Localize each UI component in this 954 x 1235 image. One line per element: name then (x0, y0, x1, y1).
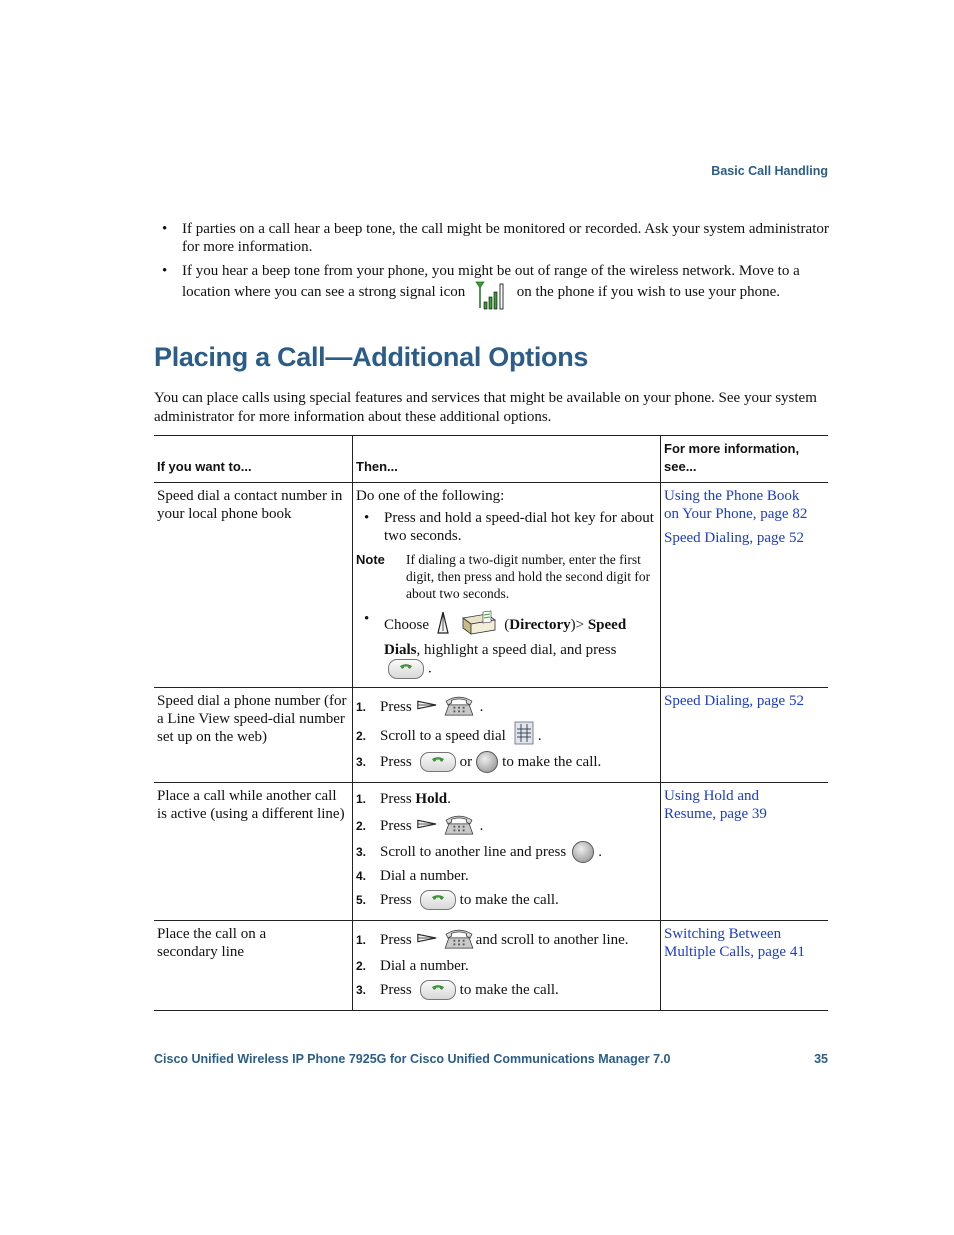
navigation-up-icon (437, 611, 449, 640)
steps-list (356, 692, 657, 774)
select-button-icon (572, 841, 594, 863)
step-item: 1. Press and scroll to another line. (356, 925, 657, 954)
page-number: 35 (814, 1052, 828, 1066)
page-footer (154, 1052, 828, 1066)
navigation-right-icon (416, 698, 438, 716)
table-row (154, 688, 828, 783)
note-label: Note (356, 552, 385, 567)
link-phone-book[interactable]: Using the Phone Book on Your Phone, page 82 (664, 488, 808, 522)
green-call-button-icon (388, 659, 424, 679)
cell-more-info (661, 783, 829, 921)
bullet-beep-range: • If you hear a beep tone from your phone, you might be out of range of the wireless network. Move to a location where you can see a strong signal icon on the phone if you wish to use your phone. (162, 262, 830, 315)
intro-bullets (162, 220, 830, 321)
cell-then (353, 688, 661, 783)
section-title: Placing a Call—Additional Options (154, 342, 589, 372)
link-hold-resume[interactable]: Using Hold and Resume, page 39 (664, 788, 767, 822)
steps-list (356, 787, 657, 912)
cell-more-info (661, 688, 829, 783)
cell-more-info (661, 921, 829, 1011)
option-list (356, 509, 657, 545)
cell-more-info (661, 483, 829, 688)
step-item: 3. Scroll to another line and press . (356, 840, 657, 864)
header-then: Then... (353, 436, 661, 483)
directory-book-icon (461, 610, 497, 641)
note-text: If dialing a two-digit number, enter the first digit, then press and hold the second digit for about two seconds. (406, 552, 651, 601)
header-more-info: For more information, see... (661, 436, 829, 483)
step-item: 2. Press . (356, 811, 657, 840)
select-button-icon (476, 751, 498, 773)
desk-phone-icon (442, 925, 476, 954)
options-table (154, 435, 828, 1011)
step-item: 3. Press to make the call. (356, 982, 559, 998)
step-item: 2. Scroll to a speed dial . (356, 721, 657, 750)
steps-list (356, 925, 657, 1002)
step-item: 4. Dial a number. (356, 868, 469, 884)
running-header: Basic Call Handling (711, 164, 828, 178)
cell-want: Speed dial a phone number (for a Line View speed-dial number set up on the web) (157, 693, 347, 745)
green-call-button-icon (420, 980, 456, 1000)
cell-then (353, 783, 661, 921)
step-item: 5. Press to make the call. (356, 892, 559, 908)
navigation-right-icon (416, 931, 438, 949)
table-header-row (154, 436, 828, 483)
table-row (154, 783, 828, 921)
cell-then: Do one of the following: • Press and hold a speed-dial hot key for about two seconds. Note If dialing a two-digit number, enter the first digit, then press and hold the second digit for about two seconds. • Choose (Directory)> Speed Dials, highlight a speed dial, and press . (353, 483, 661, 688)
desk-phone-icon (442, 692, 476, 721)
desk-phone-icon (442, 811, 476, 840)
option-list (356, 610, 657, 679)
green-call-button-icon (420, 752, 456, 772)
step-item: 1. Press Hold . (356, 791, 451, 807)
step-item: 3. Press or to make the call. (356, 750, 657, 774)
cell-want: Speed dial a contact number in your local phone book (157, 488, 343, 522)
navigation-right-icon (416, 817, 438, 835)
step-item: 1. Press . (356, 692, 657, 721)
table-row (154, 921, 828, 1011)
list-item: • Choose (Directory)> Speed Dials, highlight a speed dial, and press . (356, 610, 657, 679)
link-switching-calls[interactable]: Switching Between Multiple Calls, page 41 (664, 926, 805, 960)
link-speed-dialing[interactable]: Speed Dialing, page 52 (664, 530, 804, 546)
note-block (356, 551, 657, 602)
green-call-button-icon (420, 890, 456, 910)
bullet-beep-monitor: • If parties on a call hear a beep tone, the call might be monitored or recorded. Ask your system administrator for more information. (162, 220, 830, 256)
step-item: 2. Dial a number. (356, 958, 469, 974)
cell-want: Place the call on a secondary line (157, 926, 267, 960)
link-speed-dialing[interactable]: Speed Dialing, page 52 (664, 693, 804, 709)
table-row (154, 483, 828, 688)
cell-want: Place a call while another call is active (using a different line) (157, 788, 345, 822)
footer-doc-title: Cisco Unified Wireless IP Phone 7925G for Cisco Unified Communications Manager 7.0 (154, 1052, 671, 1066)
list-item: • Press and hold a speed-dial hot key for about two seconds. (356, 509, 657, 545)
cell-then (353, 921, 661, 1011)
speed-dial-grid-icon (514, 721, 534, 750)
signal-strength-icon (475, 280, 507, 315)
header-want: If you want to... (157, 459, 252, 474)
intro-paragraph: You can place calls using special features and services that might be available on your phone. See your system administrator for more information about these additional options. (154, 390, 817, 425)
